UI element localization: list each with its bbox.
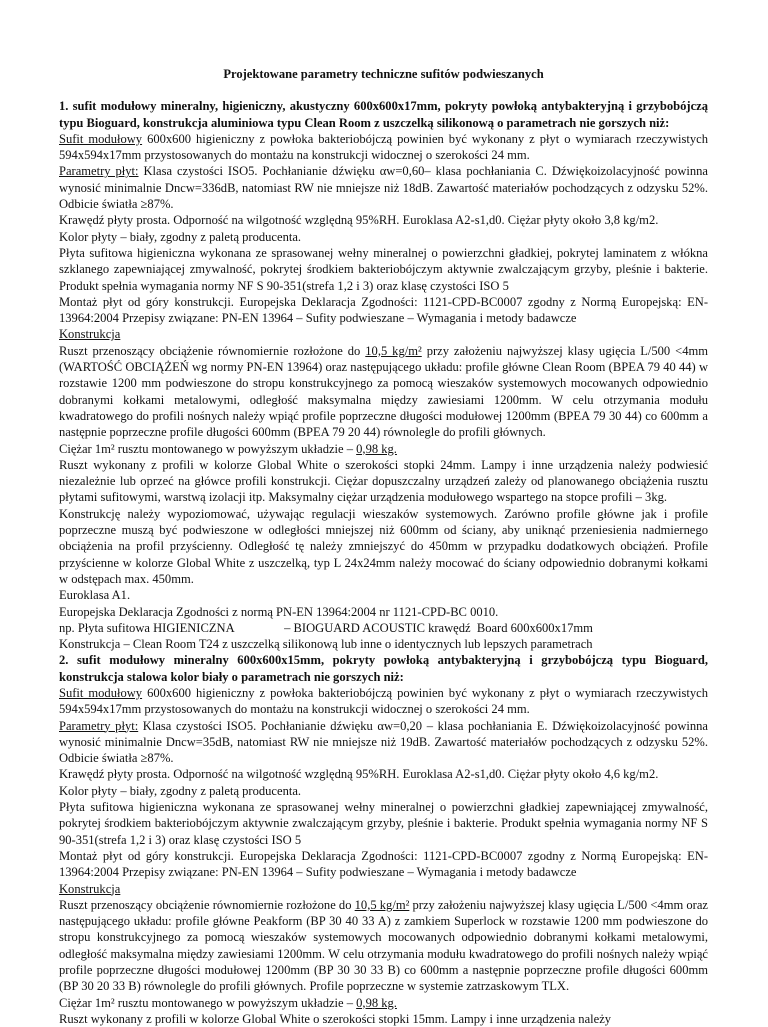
section1-construction-label: Konstrukcja bbox=[59, 327, 121, 342]
section2-load-before: Ruszt przenoszący obciążenie równomiernie rozłożone do bbox=[59, 897, 355, 912]
section2-load-value: 10,5 kg/m² bbox=[354, 897, 410, 912]
section2-params-label: Parametry płyt: bbox=[59, 718, 139, 733]
section1-color: Kolor płyty – biały, zgodny z paletą producenta. bbox=[59, 229, 302, 244]
section2-weight-value: 0,98 kg. bbox=[356, 995, 397, 1010]
section1-weight-value: 0,98 kg. bbox=[356, 441, 397, 456]
section2-hygiene: Płyta sufitowa higieniczna wykonana ze sprasowanej wełny mineralnej o powierzchni gładkiej zapewniającej zmywalność, pokrytej środkiem bakteriobójczym aktywnie zwalczającym grzyby, pleśnie i bakterie. Produkt spełnia wymagania normy NF S 90-351(strefa 1,2 i 3) oraz klasę czystości ISO 5 bbox=[59, 800, 708, 847]
section1-sufit-label: Sufit modułowy bbox=[59, 131, 143, 146]
section1-weight-before: Ciężar 1m² rusztu montowanego w powyższym układzie – bbox=[59, 441, 357, 456]
section2-edge: Krawędź płyty prosta. Odporność na wilgotność względną 95%RH. Euroklasa A2-s1,d0. Ciężar płyty około 4,6 kg/m2. bbox=[59, 767, 659, 782]
section2-sufit-label: Sufit modułowy bbox=[59, 685, 143, 700]
section2-load-after: przy założeniu najwyższej klasy ugięcia L/500 <4mm oraz następującego układu: profile główne Peakform (BP 30 40 33 A) z zamkiem Superlock w rozstawie 1200 mm podwieszone do stropu konstrukcyjnego za pomocą wieszaków systemowych mocowanych odpowiednio dobranymi kołkami metalowymi, odległość maksymalna między zawiesiami 1200mm. W celu otrzymania modułu kwadratowego do profili nośnych należy wpiąć profile poprzeczne długości modułowej 1200mm (BP 30 30 33 B) co 600mm a następnie poprzeczne profile długości 600mm (BP 30 20 33 B) równolegle do profili głównych. Profile poprzeczne w systemie zatrzaskowym TLX. bbox=[59, 897, 708, 994]
section1-euroclass: Euroklasa A1. bbox=[59, 588, 131, 603]
section1-load-paragraph bbox=[59, 343, 708, 441]
section1-heading: 1. sufit modułowy mineralny, higieniczny, akustyczny 600x600x17mm, pokryty powłoką antybakteryjną i grzybobójczą typu Bioguard, konstrukcja aluminiowa typu Clean Room z uszczelką silikonową o parametrach nie gorszych niż: bbox=[59, 99, 708, 130]
section1-level: Konstrukcję należy wypoziomować, używając regulacji wieszaków systemowych. Zarówno profile główne jak i profile poprzeczne muszą być podwieszone w odległości mniejszej niż 600mm od ściany, aby uniknąć przeniesienia nadmiernego obciążenia na profil przyścienny. Odległość tę należy zmniejszyć do 450mm w przypadku dodatkowych obciążeń. Profile przyścienne w kolorze Global White z uszczelką, typ L 24x24mm należy mocować do ściany odpowiednio dobranymi kołkami w odstępach max. 450mm. bbox=[59, 506, 708, 586]
section1-load-before: Ruszt przenoszący obciążenie równomiernie rozłożone do bbox=[59, 343, 366, 358]
document-title: Projektowane parametry techniczne sufitów podwieszanych bbox=[223, 67, 544, 81]
section1-sufit-paragraph bbox=[59, 131, 708, 164]
section1-declaration: Europejska Deklaracja Zgodności z normą PN-EN 13964:2004 nr 1121-CPD-BC 0010. bbox=[59, 604, 499, 619]
section2-weight-paragraph bbox=[59, 995, 708, 1011]
section1-load-value: 10,5 kg/m² bbox=[365, 343, 422, 358]
section1-load-after: przy założeniu najwyższej klasy ugięcia L/500 <4mm (WARTOŚĆ OBCIĄŻEŃ wg normy PN-EN 13964) oraz następującego układu: profile główne Clean Room (BPEA 79 40 44) w rozstawie 1200 mm podwieszone do stropu konstrukcyjnego za pomocą wieszaków systemowych mocowanych odpowiednio dobranymi kołkami metalowymi, odległość maksymalna między zawiesiami 1200mm. W celu otrzymania modułu kwadratowego do profili nośnych należy wpiąć profile poprzeczne długości modułowej 1200mm (BPEA 79 30 44) co 600mm a następnie poprzeczne profile długości 600mm (BPEA 79 20 44) równolegle do profili głównych. bbox=[59, 343, 709, 440]
section2-heading: 2. sufit modułowy mineralny 600x600x15mm, pokryty powłoką antybakteryjną i grzybobójczą typu Bioguard, konstrukcja stalowa kolor biały o parametrach nie gorszych niż: bbox=[59, 653, 708, 684]
section2-construction-label: Konstrukcja bbox=[59, 881, 121, 896]
section1-mount: Montaż płyt od góry konstrukcji. Europejska Deklaracja Zgodności: 1121-CPD-BC0007 zgodny z Normą Europejską: EN-13964:2004 Przepisy związane: PN-EN 13964 – Sufity podwieszane – Wymagania i metody badawcze bbox=[59, 294, 708, 326]
section1-weight-paragraph bbox=[59, 441, 708, 457]
section2-grid: Ruszt wykonany z profili w kolorze Global White o szerokości stopki 15mm. Lampy i inne urządzenia należy bbox=[59, 1011, 612, 1026]
section1-construction-example: Konstrukcja – Clean Room T24 z uszczelką silikonową lub inne o identycznych lub lepszych parametrach bbox=[59, 637, 593, 652]
section2-sufit-text: 600x600 higieniczny z powłoka bakteriobójczą powinien być wykonany z płyt o wymiarach rzeczywistych 594x594x17mm przystosowanych do montażu na konstrukcji widocznej o szerokości 24 mm. bbox=[59, 685, 708, 717]
section2-load-paragraph bbox=[59, 897, 708, 995]
section1-params-paragraph bbox=[59, 163, 708, 212]
section2-sufit-paragraph bbox=[59, 685, 708, 718]
section1-example: np. Płyta sufitowa HIGIENICZNA – BIOGUARD ACOUSTIC krawędź Board 600x600x17mm bbox=[59, 620, 593, 635]
section1-hygiene: Płyta sufitowa higieniczna wykonana ze sprasowanej wełny mineralnej o powierzchni gładkiej, pokrytej laminatem z włókna szklanego zapewniającej zmywalność, pokrytej środkiem bakteriobójczym aktywnie zwalczającym grzyby, pleśnie i bakterie. Produkt spełnia wymagania normy NF S 90-351(strefa 1,2 i 3) oraz klasę czystości ISO 5 bbox=[59, 245, 708, 293]
section2-params-text: Klasa czystości ISO5. Pochłanianie dźwięku αw=0,20 – klasa pochłaniania E. Dźwiękoizolacyjność powinna wynosić minimalnie Dncw=35dB, natomiast RW nie mniejsze niż 19dB. Zawartość materiałów pochodzących z odzysku 52%. Odbicie światła ≥87%. bbox=[59, 718, 708, 766]
section2-mount: Montaż płyt od góry konstrukcji. Europejska Deklaracja Zgodności: 1121-CPD-BC0007 zgodny z Normą Europejską: EN-13964:2004 Przepisy związane: PN-EN 13964 – Sufity podwieszane – Wymagania i metody badawcze bbox=[59, 848, 708, 880]
section1-grid: Ruszt wykonany z profili w kolorze Global White o szerokości stopki 24mm. Lampy i inne urządzenia należy podwiesić niezależnie lub oprzeć na główce profili konstrukcji. Ciężar dopuszczalny urządzeń zależy od planowanego obciążenia rusztu płytami sufitowymi, warstwą izolacji itp. Maksymalny ciężar urządzenia modułowego wspartego na stopce profili – 3kg. bbox=[59, 457, 708, 505]
section1-edge: Krawędź płyty prosta. Odporność na wilgotność względną 95%RH. Euroklasa A2-s1,d0. Ciężar płyty około 3,8 kg/m2. bbox=[59, 213, 659, 228]
section1-sufit-text: 600x600 higieniczny z powłoka bakteriobójczą powinien być wykonany z płyt o wymiarach rzeczywistych 594x594x17mm przystosowanych do montażu na konstrukcji widocznej o szerokości 24 mm. bbox=[59, 131, 708, 163]
section2-params-paragraph bbox=[59, 718, 708, 767]
section1-params-label: Parametry płyt: bbox=[59, 164, 139, 179]
section2-color: Kolor płyty – biały, zgodny z paletą producenta. bbox=[59, 783, 302, 798]
section1-params-text: Klasa czystości ISO5. Pochłanianie dźwięku αw=0,60– klasa pochłaniania C. Dźwiękoizolacyjność powinna wynosić minimalnie Dncw=336dB, natomiast RW nie mniejsze niż 18dB. Zawartość materiałów pochodzących z odzysku 52%. Odbicie światła ≥87%. bbox=[59, 164, 708, 212]
section2-weight-before: Ciężar 1m² rusztu montowanego w powyższym układzie – bbox=[59, 995, 357, 1010]
